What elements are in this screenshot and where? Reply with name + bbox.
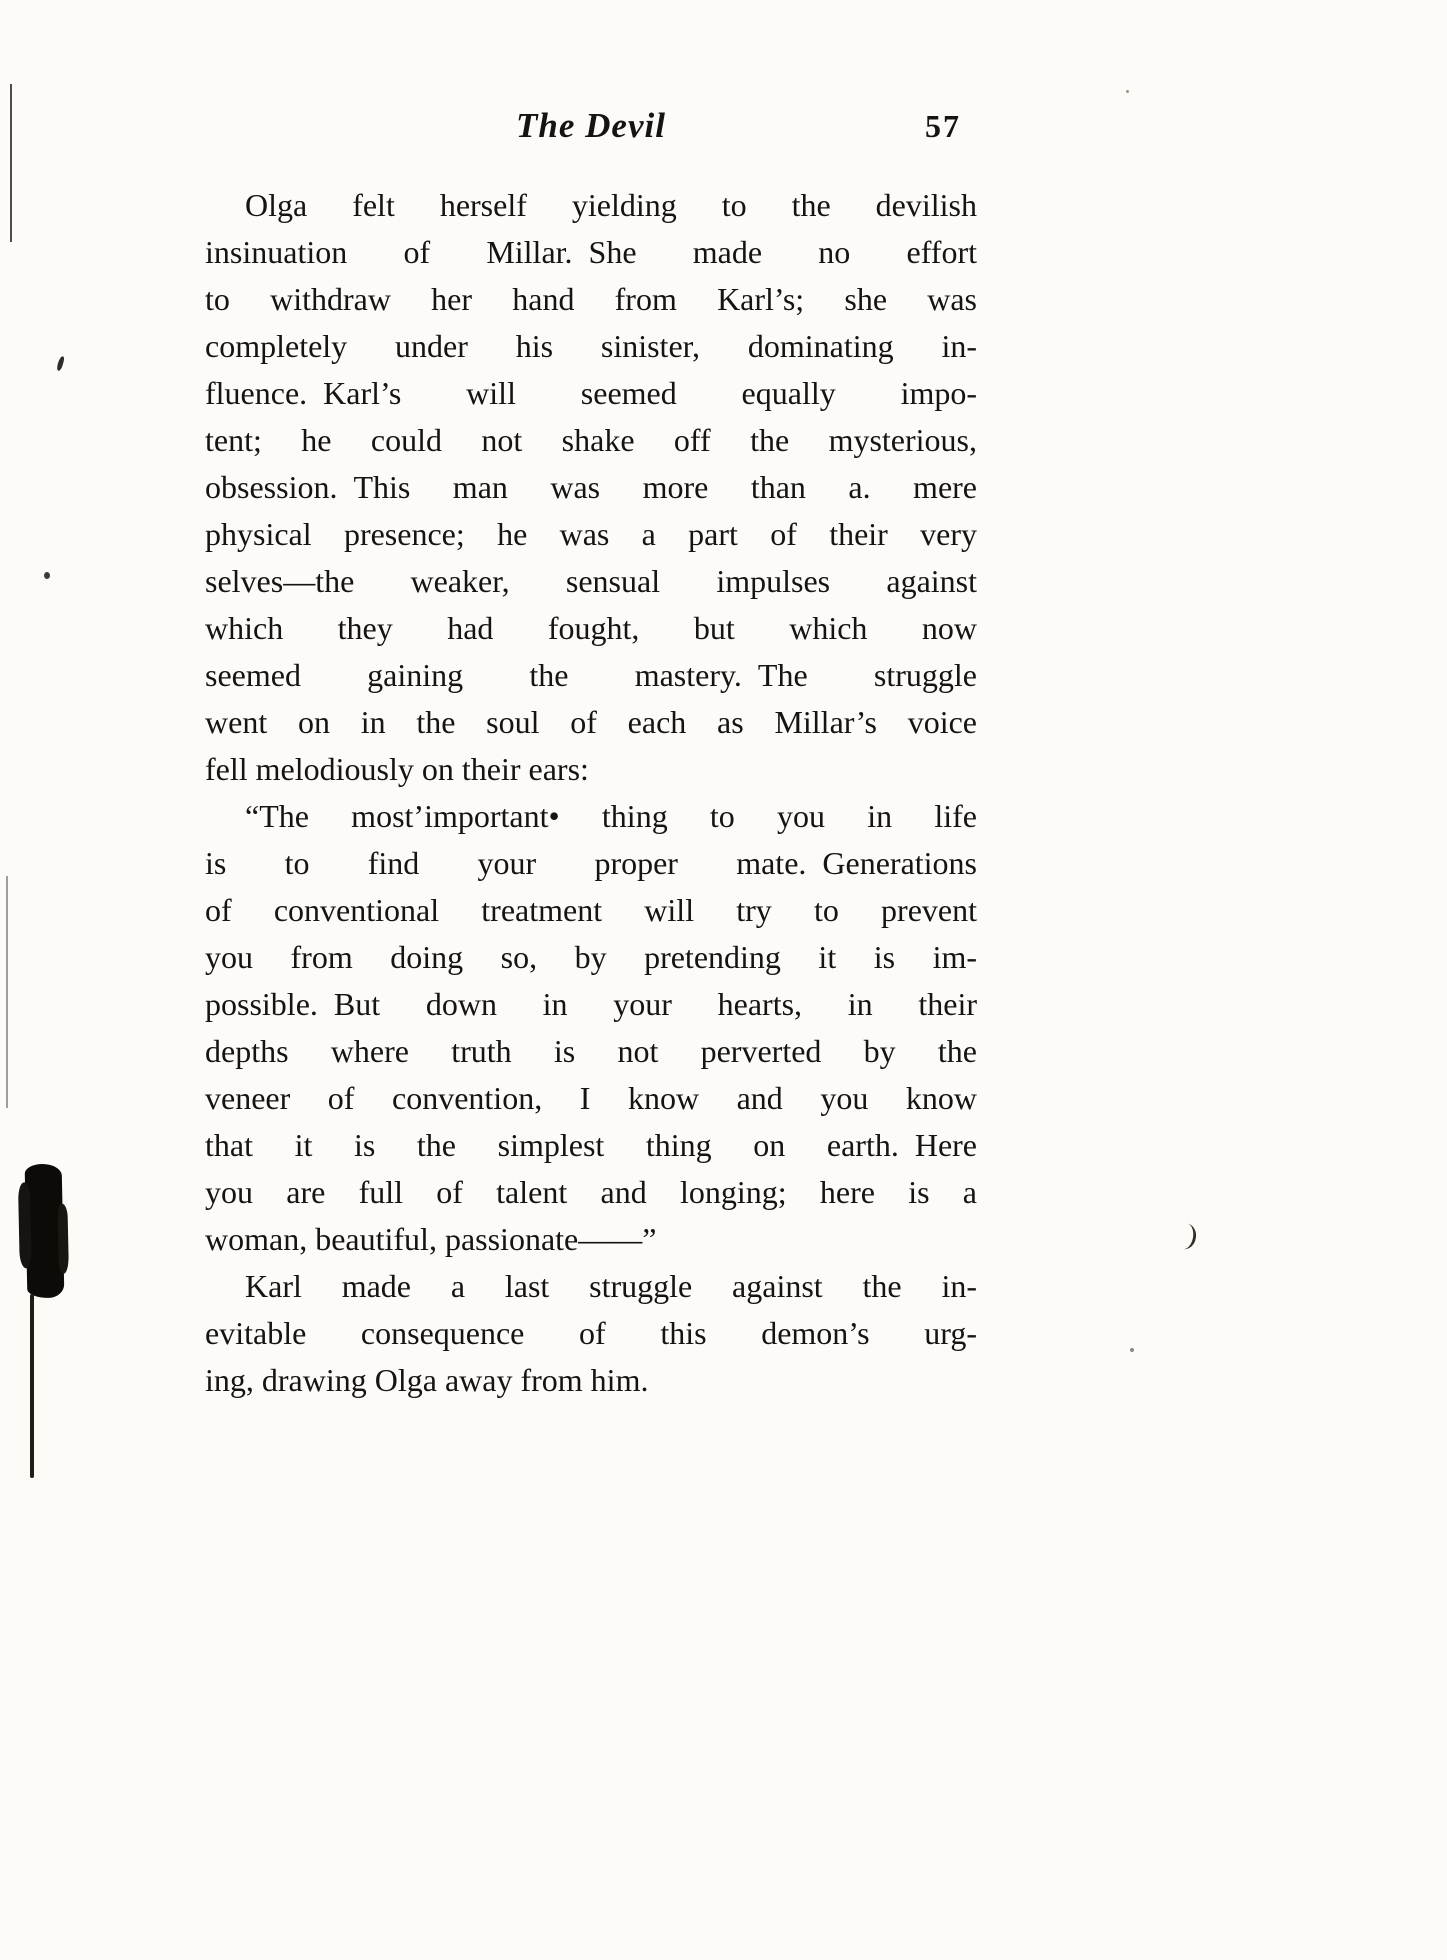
text-line: went on in the soul of each as Millar’s voice [205,704,977,740]
text-line: insinuation of Millar. She made no effort [205,234,977,270]
text-line: is to find your proper mate. Generations [205,845,977,881]
text-line: of conventional treatment will try to prevent [205,892,977,928]
text-line: completely under his sinister, dominating in- [205,328,977,364]
text-line: tent; he could not shake off the mysterious, [205,422,977,458]
text-line: evitable consequence of this demon’s urg- [205,1315,977,1351]
text-line: Olga felt herself yielding to the devilish [245,187,977,223]
text-line: selves—the weaker, sensual impulses against [205,563,977,599]
ink-blob-artifact [30,1294,34,1478]
text-line: you from doing so, by pretending it is im- [205,939,977,975]
ink-speck-artifact [1180,1223,1198,1251]
ink-speck-artifact [1126,90,1129,93]
ink-speck-artifact [44,572,50,579]
text-line: seemed gaining the mastery. The struggle [205,657,977,693]
text-line: fell melodiously on their ears: [205,751,589,787]
text-line: possible. But down in your hearts, in their [205,986,977,1022]
text-line: woman, beautiful, passionate——” [205,1221,657,1257]
scan-line-artifact [6,876,8,1108]
ink-speck-artifact [56,356,65,372]
text-line: that it is the simplest thing on earth. Here [205,1127,977,1163]
text-line: depths where truth is not perverted by the [205,1033,977,1069]
text-line: obsession. This man was more than a. mere [205,469,977,505]
text-line: to withdraw her hand from Karl’s; she was [205,281,977,317]
page-title: The Devil [516,106,666,145]
text-line: which they had fought, but which now [205,610,977,646]
text-line: ing, drawing Olga away from him. [205,1362,649,1398]
text-line: veneer of convention, I know and you know [205,1080,977,1116]
scan-line-artifact [10,84,12,242]
text-block [205,106,977,1404]
body-text [205,182,977,1404]
ink-blob-artifact [25,1164,65,1299]
text-line: you are full of talent and longing; here is a [205,1174,977,1210]
running-header [205,106,977,182]
text-line: “The most’important• thing to you in life [245,798,977,834]
page-number: 57 [925,108,961,144]
ink-speck-artifact [1130,1348,1134,1352]
text-line: Karl made a last struggle against the in- [245,1268,977,1304]
text-line: physical presence; he was a part of their very [205,516,977,552]
text-line: fluence. Karl’s will seemed equally impo- [205,375,977,411]
